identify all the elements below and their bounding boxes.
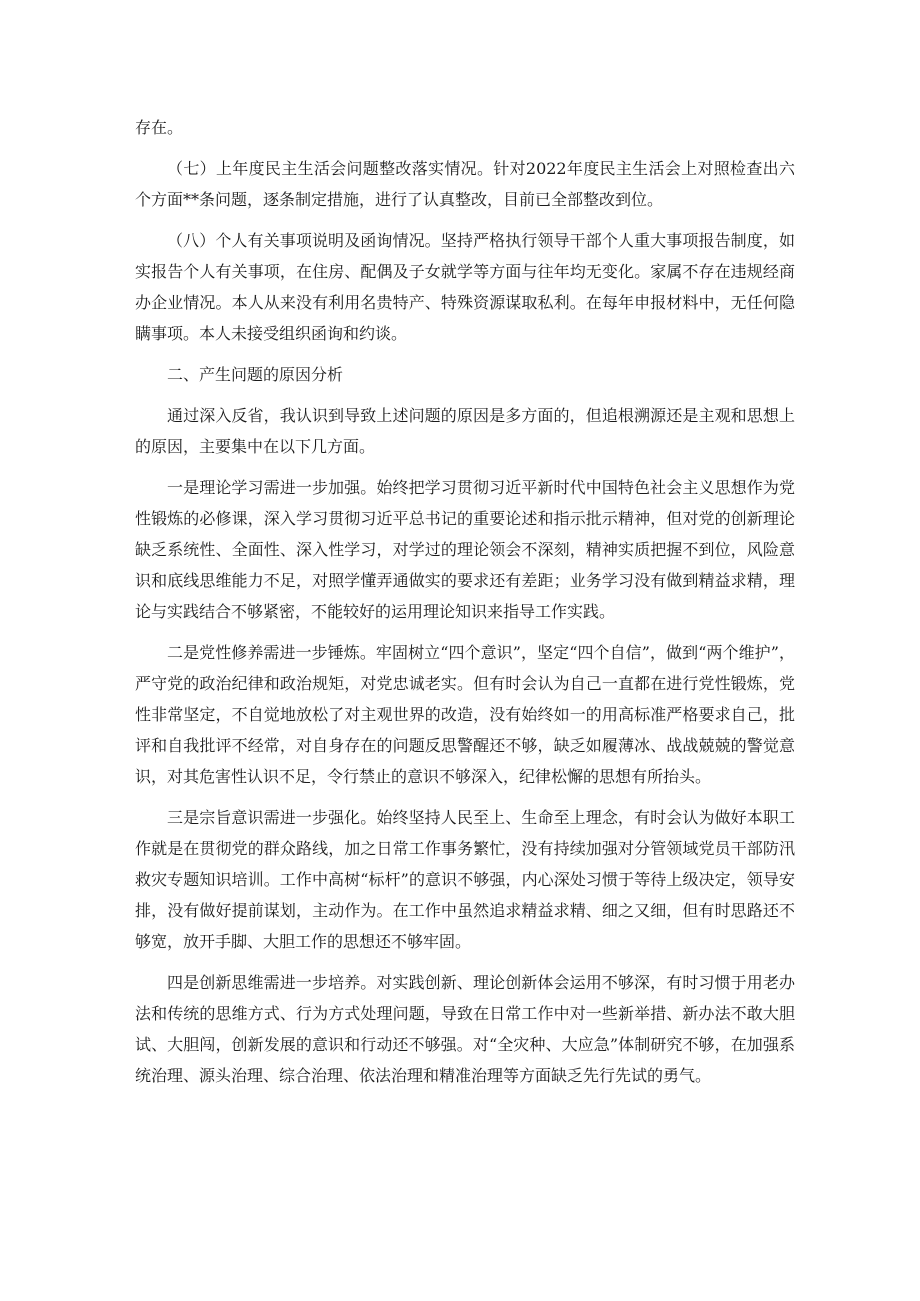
document-body	[135, 112, 795, 1101]
paragraph-item-seven: （七）上年度民主生活会问题整改落实情况。针对2022年度民主生活会上对照检查出六个方面**条问题，逐条制定措施，进行了认真整改，目前已全部整改到位。	[135, 159, 795, 209]
paragraph-innovation-thinking: 四是创新思维需进一步培养。对实践创新、理论创新体会运用不够深，有时习惯于用老办法和传统的思维方式、行为方式处理问题，导致在日常工作中对一些新举措、新办法不敢大胆试、大胆闯，创新发展的意识和行动还不够强。对“全灾种、大应急”体制研究不够，在加强系统治理、源头治理、综合治理、依法治理和精准治理等方面缺乏先行先试的勇气。	[135, 973, 795, 1085]
paragraph-theory-study: 一是理论学习需进一步加强。始终把学习贯彻习近平新时代中国特色社会主义思想作为党性锻炼的必修课，深入学习贯彻习近平总书记的重要论述和指示批示精神，但对党的创新理论缺乏系统性、全面性、深入性学习，对学过的理论领会不深刻，精神实质把握不到位，风险意识和底线思维能力不足，对照学懂弄通做实的要求还有差距；业务学习没有做到精益求精，理论与实践结合不够紧密，不能较好的运用理论知识来指导工作实践。	[135, 478, 795, 621]
paragraph-party-spirit: 二是党性修养需进一步锤炼。牢固树立“四个意识”，坚定“四个自信”，做到“两个维护”，严守党的政治纪律和政治规矩，对党忠诚老实。但有时会认为自己一直都在进行党性锻炼，党性非常坚定，不自觉地放松了对主观世界的改造，没有始终如一的用高标准严格要求自己，批评和自我批评不经常，对自身存在的问题反思警醒还不够，缺乏如履薄冰、战战兢兢的警觉意识，对其危害性认识不足，令行禁止的意识不够深入，纪律松懈的思想有所抬头。	[135, 643, 795, 786]
paragraph-continuation: 存在。	[135, 118, 184, 137]
section-heading-cause-analysis: 二、产生问题的原因分析	[167, 365, 344, 384]
paragraph-item-eight: （八）个人有关事项说明及函询情况。坚持严格执行领导干部个人重大事项报告制度，如实报告个人有关事项，在住房、配偶及子女就学等方面与往年均无变化。家属不存在违规经商办企业情况。本人从来没有利用名贵特产、特殊资源谋取私利。在每年申报材料中，无任何隐瞒事项。本人未接受组织函询和约谈。	[135, 231, 795, 343]
paragraph-purpose-awareness: 三是宗旨意识需进一步强化。始终坚持人民至上、生命至上理念，有时会认为做好本职工作就是在贯彻党的群众路线，加之日常工作事务繁忙，没有持续加强对分管领域党员干部防汛救灾专题知识培训。工作中高树“标杆”的意识不够强，内心深处习惯于等待上级决定，领导安排，没有做好提前谋划，主动作为。在工作中虽然追求精益求精、细之又细，但有时思路还不够宽，放开手脚、大胆工作的思想还不够牢固。	[135, 808, 795, 951]
paragraph-intro: 通过深入反省，我认识到导致上述问题的原因是多方面的，但追根溯源还是主观和思想上的原因，主要集中在以下几方面。	[135, 406, 795, 456]
